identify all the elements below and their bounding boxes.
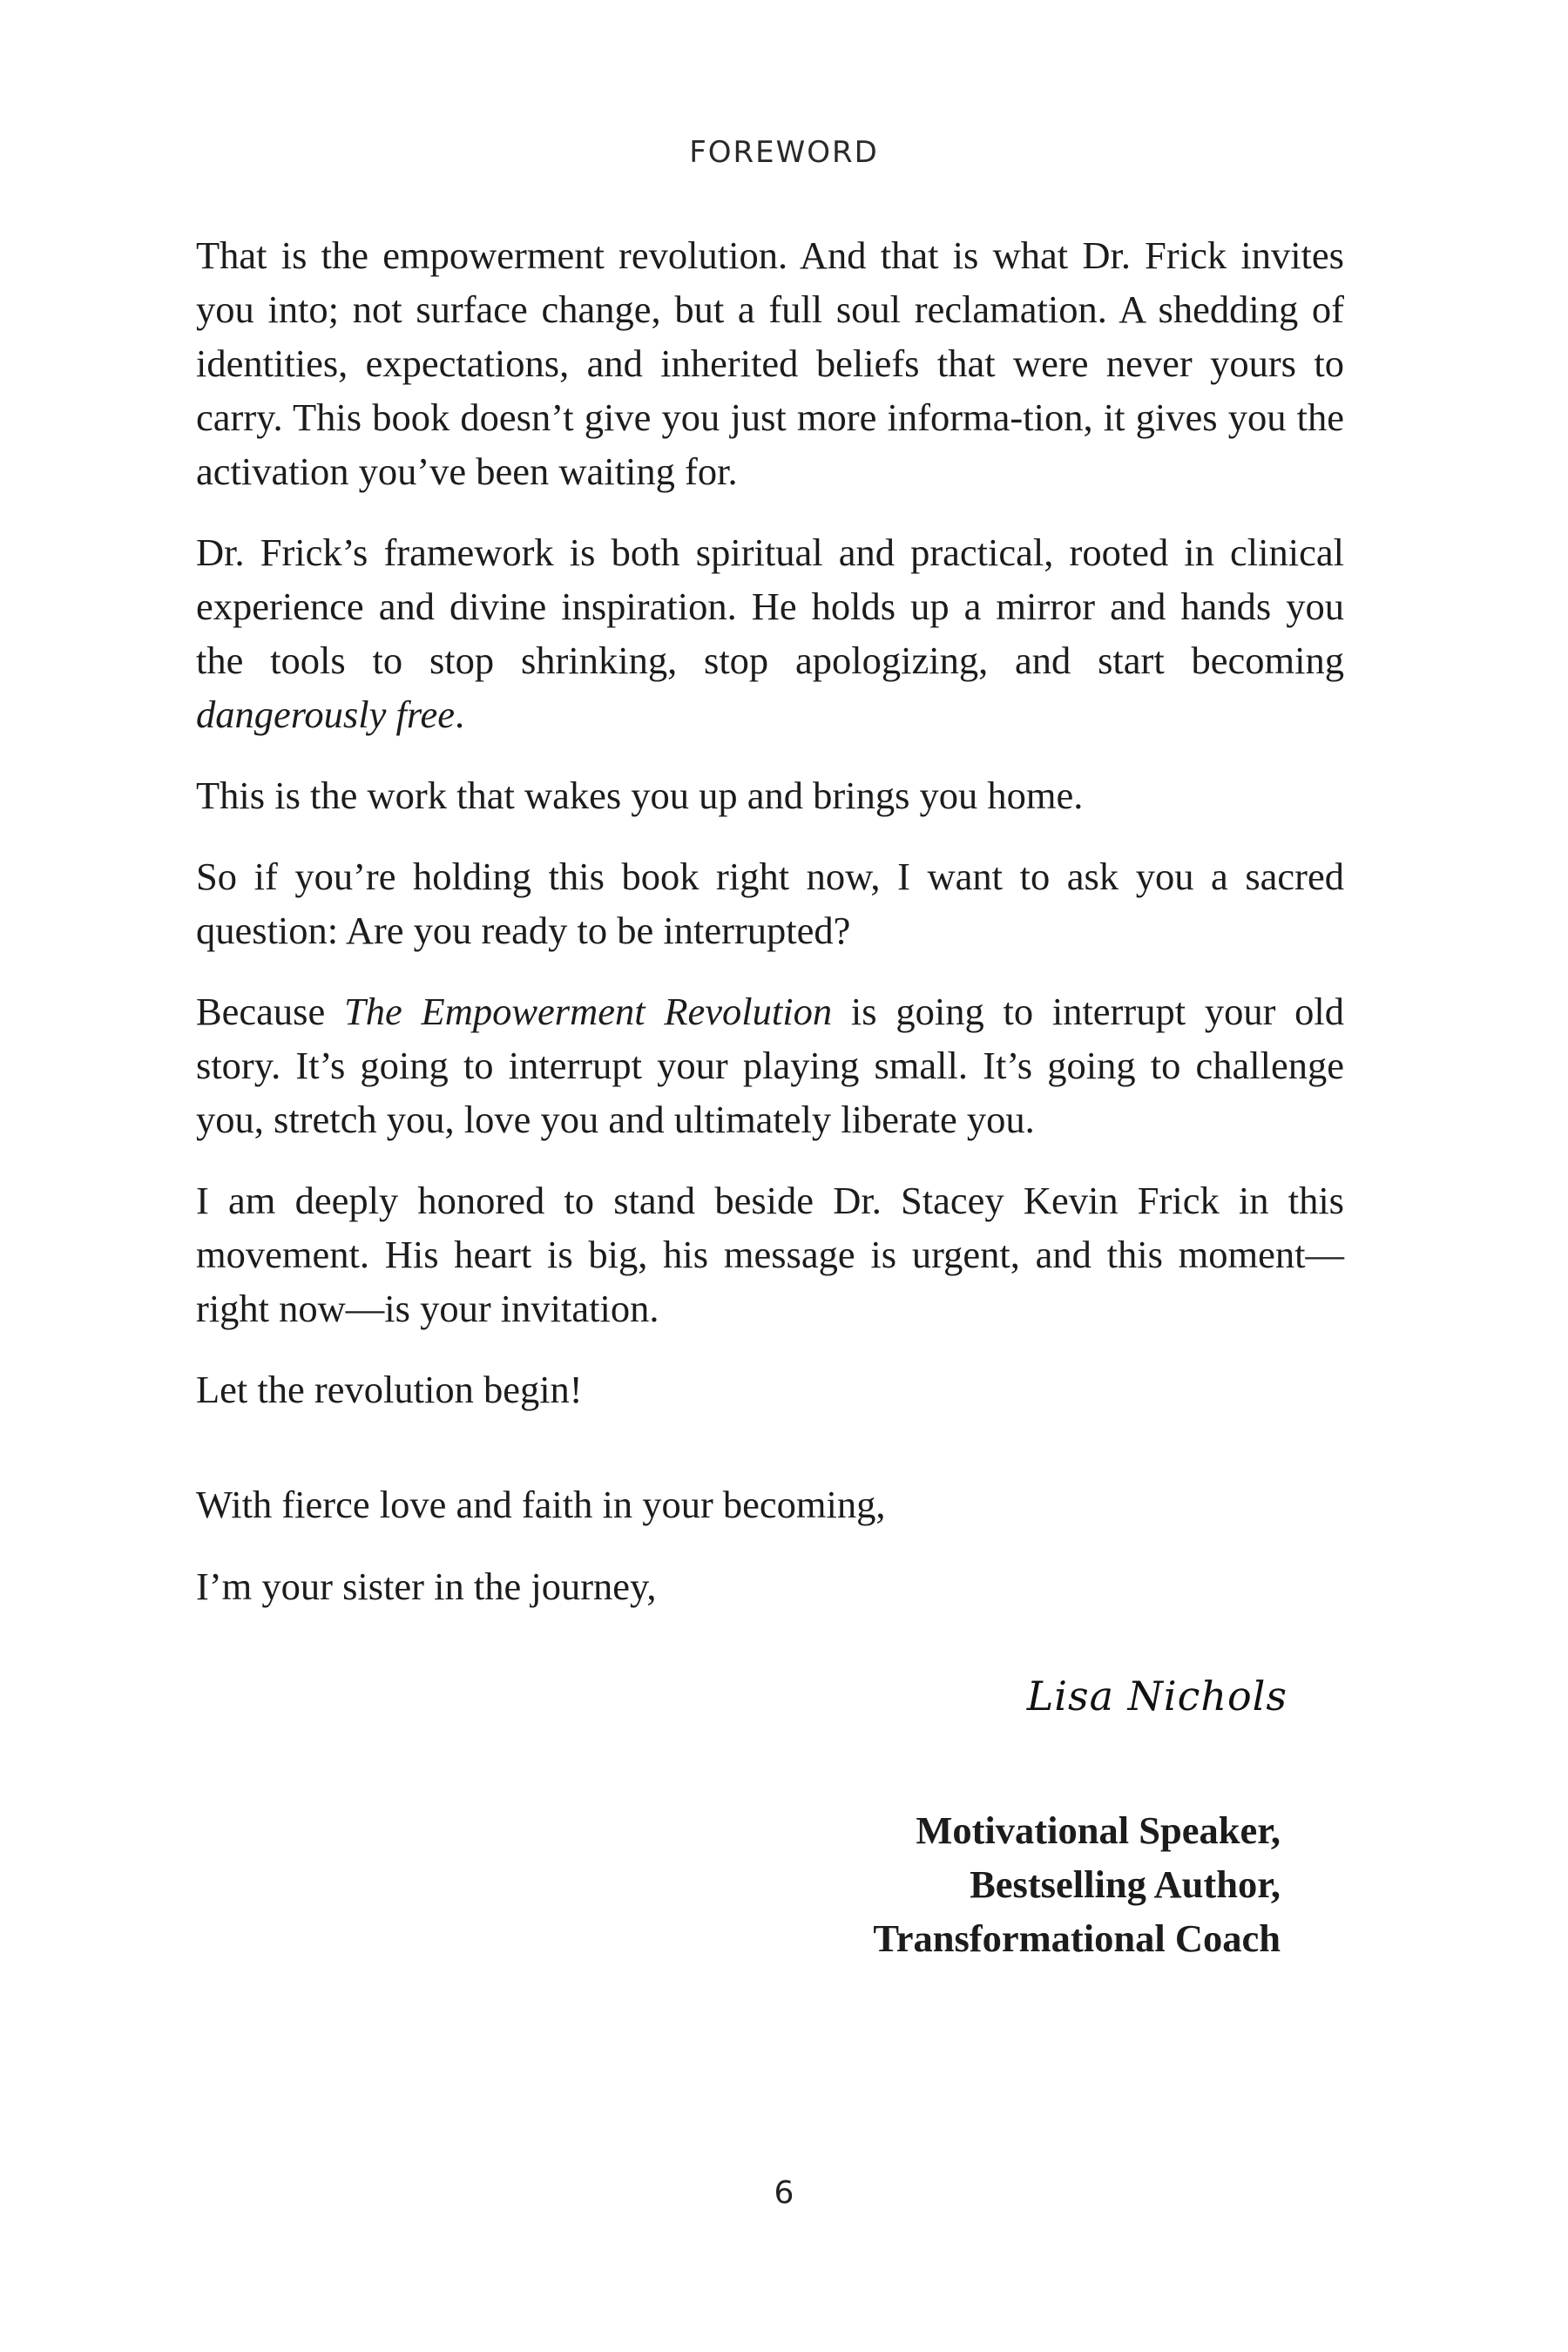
closing-line-2: I’m your sister in the journey, xyxy=(196,1565,657,1608)
paragraph-2-emphasis: dangerously free xyxy=(196,693,456,736)
foreword-body xyxy=(196,228,1344,1443)
credential-line: Bestselling Author, xyxy=(970,1862,1281,1906)
paragraph-6: I am deeply honored to stand beside Dr. Stacey Kevin Frick in this movement. His heart is big, his message is urgent, and this moment—right now—is your invitation. xyxy=(196,1179,1344,1330)
paragraph-5-start: Because xyxy=(196,990,326,1033)
running-head: FOREWORD xyxy=(689,135,879,170)
paragraph-2 xyxy=(196,525,1344,741)
page-number: 6 xyxy=(774,2175,794,2211)
credential-line: Motivational Speaker, xyxy=(916,1808,1281,1852)
book-title: The Empowerment Revolution xyxy=(344,990,833,1033)
closing-line-1: With fierce love and faith in your becoming, xyxy=(196,1483,886,1526)
paragraph-7: Let the revolution begin! xyxy=(196,1368,583,1411)
paragraph-4: So if you’re holding this book right now, I want to ask you a sacred question: Are you ready to be interrupted? xyxy=(196,855,1344,952)
author-credentials xyxy=(873,1803,1281,1965)
paragraph-1: That is the empowerment revolution. And that is what Dr. Frick invites you into; not surface change, but a full soul reclamation. A shedding of identities, expectations, and inherited beliefs that were never yours to carry. This book doesn’t give you just more informa-tion, it gives you the activation you’ve been waiting for. xyxy=(196,233,1344,493)
paragraph-3: This is the work that wakes you up and brings you home. xyxy=(196,774,1084,817)
paragraph-2-text: Dr. Frick’s framework is both spiritual and practical, rooted in clinical experience and divine inspiration. He holds up a mirror and hands you the tools to stop shrinking, stop apologizing, and start becoming xyxy=(196,531,1344,682)
paragraph-5-end: is going to interrupt your old story. It’s going to interrupt your playing small. It’s going to challenge you, stretch you, love you and ultimately liberate you. xyxy=(196,990,1345,1141)
paragraph-5 xyxy=(196,984,1344,1146)
paragraph-2-end: . xyxy=(455,693,465,736)
credential-line: Transformational Coach xyxy=(873,1916,1281,1960)
signature: Lisa Nichols xyxy=(1026,1673,1288,1720)
